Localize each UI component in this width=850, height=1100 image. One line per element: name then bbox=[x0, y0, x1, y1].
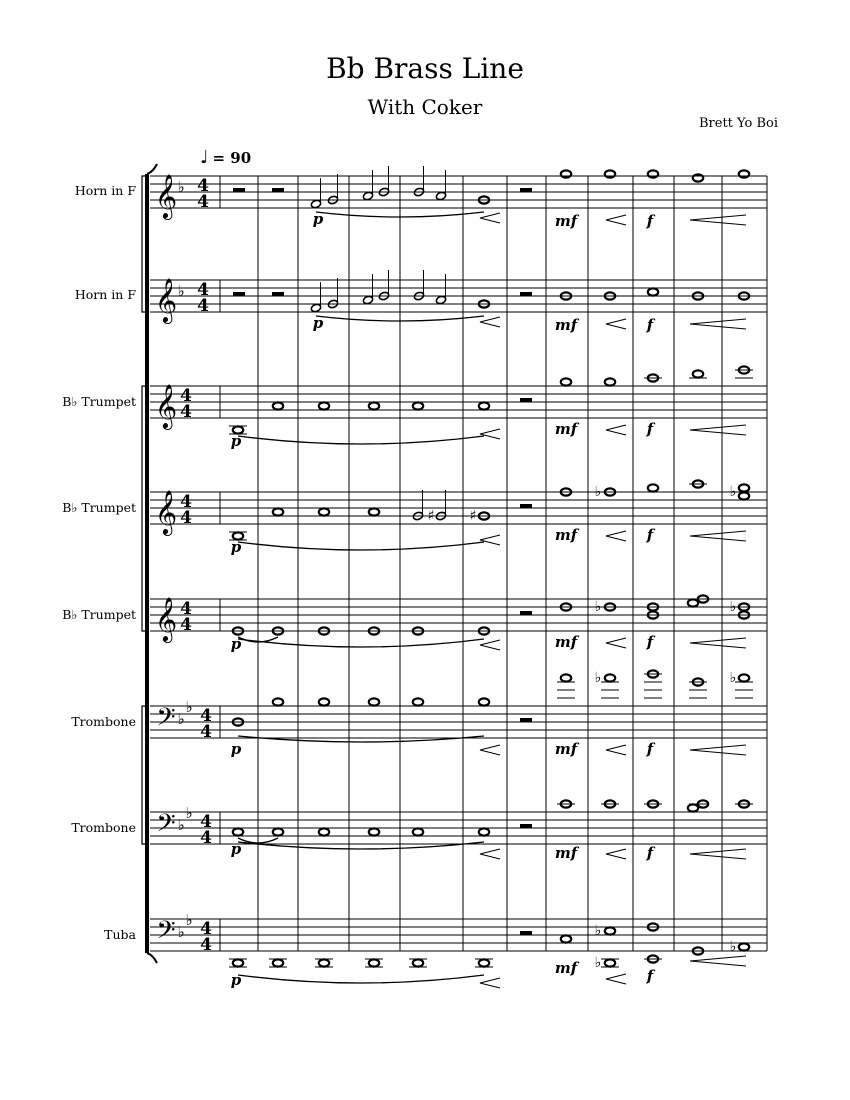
bass-clef-icon: 𝄢 bbox=[156, 703, 176, 738]
time-signature-bottom: 4 bbox=[197, 296, 209, 316]
flat-icon: ♭ bbox=[594, 955, 602, 971]
composer-name: Brett Yo Boi bbox=[699, 116, 778, 131]
crescendo-hairpin bbox=[606, 974, 626, 984]
half-rest bbox=[233, 188, 245, 192]
whole-note bbox=[648, 484, 658, 491]
half-rest bbox=[520, 611, 532, 615]
crescendo-hairpin bbox=[606, 215, 626, 225]
whole-note bbox=[605, 959, 615, 966]
key-flat-icon: ♭ bbox=[177, 816, 185, 834]
whole-note bbox=[319, 828, 329, 835]
time-signature-bottom: 4 bbox=[200, 722, 212, 742]
dynamic-marking: mf bbox=[554, 740, 578, 758]
dynamic-marking: f bbox=[646, 633, 654, 651]
flat-icon: ♭ bbox=[594, 599, 602, 615]
whole-note bbox=[648, 170, 658, 177]
slur bbox=[238, 639, 484, 647]
crescendo-hairpin bbox=[480, 317, 500, 327]
flat-icon: ♭ bbox=[594, 923, 602, 939]
whole-note bbox=[739, 943, 749, 950]
time-signature-bottom: 4 bbox=[200, 935, 212, 955]
dynamic-marking: f bbox=[646, 212, 654, 230]
key-flat-icon: ♭ bbox=[185, 698, 193, 716]
crescendo-hairpin bbox=[690, 215, 746, 225]
half-rest bbox=[520, 292, 532, 296]
dynamic-marking: p bbox=[230, 538, 242, 556]
dynamic-marking: f bbox=[646, 967, 654, 985]
whole-note bbox=[233, 959, 243, 966]
time-signature-top: 4 bbox=[200, 919, 212, 939]
slur bbox=[238, 975, 484, 983]
whole-note bbox=[369, 402, 379, 409]
crescendo-hairpin bbox=[480, 213, 500, 223]
time-signature-top: 4 bbox=[180, 492, 192, 512]
crescendo-hairpin bbox=[606, 319, 626, 329]
dynamic-marking: p bbox=[230, 840, 242, 858]
slur bbox=[238, 436, 484, 444]
dynamic-marking: f bbox=[646, 844, 654, 862]
half-rest bbox=[520, 931, 532, 935]
whole-note bbox=[561, 674, 571, 681]
whole-note bbox=[369, 698, 379, 705]
whole-note bbox=[739, 674, 749, 681]
time-signature-bottom: 4 bbox=[197, 192, 209, 212]
half-note bbox=[310, 199, 321, 209]
half-rest bbox=[233, 292, 245, 296]
flat-icon: ♭ bbox=[594, 484, 602, 500]
treble-clef-icon: 𝄞 bbox=[154, 384, 178, 428]
whole-note bbox=[273, 828, 283, 835]
dynamic-marking: p bbox=[312, 210, 324, 228]
dynamic-marking: mf bbox=[554, 316, 578, 334]
half-rest bbox=[520, 504, 532, 508]
half-note bbox=[435, 295, 446, 305]
whole-note bbox=[369, 959, 379, 966]
instrument-label-horn-2: Horn in F bbox=[74, 287, 136, 302]
time-signature-bottom: 4 bbox=[200, 828, 212, 848]
whole-note bbox=[561, 170, 571, 177]
whole-note bbox=[688, 804, 698, 811]
crescendo-hairpin bbox=[690, 956, 746, 966]
treble-clef-icon: 𝄞 bbox=[154, 597, 178, 641]
bass-clef-icon: 𝄢 bbox=[156, 809, 176, 844]
dynamic-marking: p bbox=[230, 635, 242, 653]
key-flat-icon: ♭ bbox=[185, 911, 193, 929]
dynamic-marking: f bbox=[646, 316, 654, 334]
whole-note bbox=[479, 698, 489, 705]
time-signature-top: 4 bbox=[197, 176, 209, 196]
half-rest bbox=[520, 718, 532, 722]
slur bbox=[238, 842, 484, 849]
whole-note bbox=[739, 484, 749, 491]
dynamic-marking: f bbox=[646, 526, 654, 544]
system-bracket-top bbox=[147, 164, 157, 174]
half-note bbox=[362, 191, 373, 201]
time-signature-top: 4 bbox=[200, 812, 212, 832]
whole-note bbox=[319, 959, 329, 966]
time-signature-top: 4 bbox=[180, 386, 192, 406]
dynamic-marking: p bbox=[230, 740, 242, 758]
time-signature-bottom: 4 bbox=[180, 402, 192, 422]
whole-note bbox=[369, 508, 379, 515]
whole-note bbox=[561, 935, 571, 942]
whole-note bbox=[688, 599, 698, 606]
time-signature-bottom: 4 bbox=[180, 508, 192, 528]
key-flat-icon: ♭ bbox=[177, 923, 185, 941]
tempo-value: = 90 bbox=[212, 149, 252, 167]
key-flat-icon: ♭ bbox=[177, 178, 185, 196]
whole-note bbox=[273, 698, 283, 705]
flat-icon: ♭ bbox=[729, 670, 737, 686]
whole-note bbox=[413, 828, 423, 835]
instrument-label-horn-1: Horn in F bbox=[74, 183, 136, 198]
crescendo-hairpin bbox=[480, 640, 500, 650]
crescendo-hairpin bbox=[480, 978, 500, 988]
dynamic-marking: f bbox=[646, 740, 654, 758]
instrument-label-trumpet-1: B♭ Trumpet bbox=[62, 394, 136, 409]
score-subtitle: With Coker bbox=[367, 95, 483, 119]
score-title: Bb Brass Line bbox=[326, 52, 524, 85]
half-note bbox=[362, 295, 373, 305]
half-rest bbox=[272, 188, 284, 192]
crescendo-hairpin bbox=[606, 638, 626, 648]
crescendo-hairpin bbox=[690, 319, 746, 329]
flat-icon: ♭ bbox=[729, 599, 737, 615]
treble-clef-icon: 𝄞 bbox=[154, 174, 178, 218]
whole-note bbox=[605, 674, 615, 681]
slur bbox=[238, 736, 484, 742]
instrument-label-trumpet-3: B♭ Trumpet bbox=[62, 607, 136, 622]
sharp-icon: ♯ bbox=[427, 508, 435, 524]
whole-note bbox=[273, 402, 283, 409]
half-note bbox=[310, 303, 321, 313]
whole-note bbox=[413, 402, 423, 409]
crescendo-hairpin bbox=[690, 745, 746, 755]
crescendo-hairpin bbox=[606, 531, 626, 541]
half-rest bbox=[520, 824, 532, 828]
whole-note bbox=[479, 828, 489, 835]
whole-note bbox=[605, 927, 615, 934]
crescendo-hairpin bbox=[690, 638, 746, 648]
dynamic-marking: mf bbox=[554, 844, 578, 862]
crescendo-hairpin bbox=[480, 849, 500, 859]
dynamic-marking: mf bbox=[554, 526, 578, 544]
crescendo-hairpin bbox=[606, 745, 626, 755]
time-signature-top: 4 bbox=[180, 599, 192, 619]
crescendo-hairpin bbox=[480, 429, 500, 439]
key-flat-icon: ♭ bbox=[177, 282, 185, 300]
sharp-icon: ♯ bbox=[469, 508, 477, 524]
whole-note bbox=[739, 492, 749, 499]
slur bbox=[238, 542, 484, 550]
dynamic-marking: mf bbox=[554, 420, 578, 438]
half-rest bbox=[520, 188, 532, 192]
key-flat-icon: ♭ bbox=[177, 710, 185, 728]
time-signature-top: 4 bbox=[200, 706, 212, 726]
whole-note bbox=[648, 288, 658, 295]
whole-note bbox=[413, 698, 423, 705]
whole-note bbox=[319, 698, 329, 705]
whole-note bbox=[693, 174, 703, 181]
dynamic-marking: p bbox=[230, 971, 242, 989]
instrument-label-trombone-1: Trombone bbox=[71, 714, 136, 729]
whole-note bbox=[693, 370, 703, 377]
dynamic-marking: mf bbox=[554, 212, 578, 230]
treble-clef-icon: 𝄞 bbox=[154, 278, 178, 322]
flat-icon: ♭ bbox=[729, 939, 737, 955]
whole-note bbox=[319, 402, 329, 409]
whole-note bbox=[479, 959, 489, 966]
instrument-label-trombone-2: Trombone bbox=[71, 820, 136, 835]
instrument-label-trumpet-2: B♭ Trumpet bbox=[62, 500, 136, 515]
whole-note bbox=[605, 170, 615, 177]
whole-note bbox=[739, 170, 749, 177]
crescendo-hairpin bbox=[606, 849, 626, 859]
whole-note bbox=[413, 959, 423, 966]
dynamic-marking: mf bbox=[554, 633, 578, 651]
treble-clef-icon: 𝄞 bbox=[154, 490, 178, 534]
bass-clef-icon: 𝄢 bbox=[156, 916, 176, 951]
dynamic-marking: f bbox=[646, 420, 654, 438]
crescendo-hairpin bbox=[480, 535, 500, 545]
crescendo-hairpin bbox=[690, 531, 746, 541]
flat-icon: ♭ bbox=[729, 484, 737, 500]
whole-note bbox=[233, 828, 243, 835]
flat-icon: ♭ bbox=[594, 670, 602, 686]
quarter-note-icon: ♩ bbox=[200, 147, 209, 168]
half-rest bbox=[520, 398, 532, 402]
crescendo-hairpin bbox=[480, 745, 500, 755]
key-flat-icon: ♭ bbox=[185, 804, 193, 822]
time-signature-top: 4 bbox=[197, 280, 209, 300]
time-signature-bottom: 4 bbox=[180, 615, 192, 635]
half-rest bbox=[272, 292, 284, 296]
dynamic-marking: p bbox=[230, 432, 242, 450]
dynamic-marking: mf bbox=[554, 959, 578, 977]
whole-note bbox=[369, 828, 379, 835]
instrument-label-tuba: Tuba bbox=[104, 927, 136, 942]
dynamic-marking: p bbox=[312, 314, 324, 332]
whole-note bbox=[605, 378, 615, 385]
crescendo-hairpin bbox=[690, 849, 746, 859]
system-bracket-bottom bbox=[147, 953, 157, 963]
whole-note bbox=[273, 959, 283, 966]
whole-note bbox=[479, 402, 489, 409]
half-note bbox=[435, 191, 446, 201]
whole-note bbox=[561, 378, 571, 385]
whole-note bbox=[273, 508, 283, 515]
crescendo-hairpin bbox=[690, 425, 746, 435]
crescendo-hairpin bbox=[606, 425, 626, 435]
whole-note bbox=[319, 508, 329, 515]
